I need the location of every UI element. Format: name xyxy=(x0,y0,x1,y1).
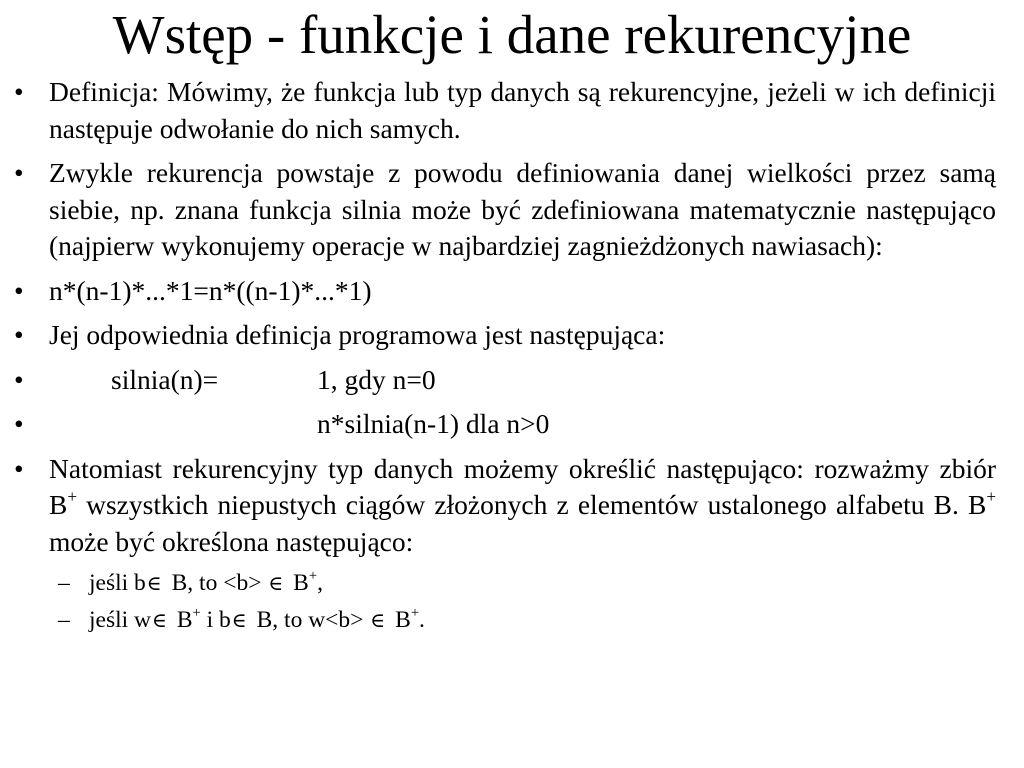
bullet-item-recursive-type xyxy=(14,451,996,561)
bullet-icon: • xyxy=(14,363,24,395)
bullet-item-program-definition xyxy=(14,317,996,354)
bullet-text: Zwykle rekurencja powstaje z powodu definiowania danej wielkości przez samą siebie, np. znana funkcja silnia może być zdefiniowana matematycznie następująco (najpierw wykonujemy operacje w najbardziej zagnieżdżonych nawiasach): xyxy=(49,157,996,261)
sub-text-part: B xyxy=(287,570,309,596)
superscript-plus: + xyxy=(67,487,77,507)
bullet-icon: • xyxy=(14,408,24,439)
sub-text-part: B xyxy=(170,607,193,633)
bullet-text: Definicja: Mówimy, że funkcja lub typ danych są rekurencyjne, jeżeli w ich definicji następuje odwołanie do nich samych. xyxy=(49,76,996,144)
element-of-icon: ∈ xyxy=(268,571,284,595)
bullet-item-silnia-case-positive xyxy=(14,406,996,443)
element-of-icon: ∈ xyxy=(231,608,247,632)
bullet-text-part: może być określona następująco: xyxy=(49,525,414,557)
dash-icon: – xyxy=(58,607,70,633)
bullet-icon: • xyxy=(14,76,24,107)
bullet-item-silnia-case-zero xyxy=(14,362,996,399)
bullet-text-part: wszystkich niepustych ciągów złożonych z elementów ustalonego alfabetu B. B xyxy=(76,489,987,520)
sub-text-part: , xyxy=(317,570,323,596)
element-of-icon: ∈ xyxy=(146,571,162,595)
sub-text-part: jeśli w xyxy=(89,607,152,633)
sub-text-part: B xyxy=(389,607,411,633)
bullet-icon: • xyxy=(14,452,24,484)
superscript-plus: + xyxy=(308,567,318,584)
bullet-text: n*(n-1)*...*1=n*((n-1)*...*1) xyxy=(49,274,372,306)
sub-text-part: B, to w<b> xyxy=(250,607,370,633)
sub-item-rule-1 xyxy=(14,568,996,599)
sub-text-part: i b xyxy=(200,607,231,633)
slide-body xyxy=(14,74,996,642)
superscript-plus: + xyxy=(192,604,201,621)
sub-text-part: B, to <b> xyxy=(165,570,268,596)
superscript-plus: + xyxy=(410,604,420,621)
silnia-label: silnia(n)= xyxy=(111,363,219,395)
bullet-item-definition xyxy=(14,74,996,147)
element-of-icon: ∈ xyxy=(370,608,386,632)
sub-text-part: jeśli b xyxy=(89,570,146,596)
bullet-item-factorial-formula xyxy=(14,273,996,310)
bullet-text: Jej odpowiednia definicja programowa jest następująca: xyxy=(49,319,666,350)
bullet-icon: • xyxy=(14,274,24,306)
bullet-text-part: Natomiast rekurencyjny typ danych możemy określić następująco: rozważmy zbiór B xyxy=(49,452,996,520)
superscript-plus: + xyxy=(986,487,996,507)
sub-item-rule-2 xyxy=(14,605,996,636)
silnia-case-positive: n*silnia(n-1) dla n>0 xyxy=(317,408,550,439)
bullet-icon: • xyxy=(14,157,24,188)
silnia-case-zero: 1, gdy n=0 xyxy=(317,363,436,395)
bullet-icon: • xyxy=(14,319,24,350)
bullet-item-recursion-origin xyxy=(14,155,996,265)
element-of-icon: ∈ xyxy=(152,608,167,632)
slide-title: Wstęp - funkcje i dane rekurencyjne xyxy=(112,4,912,65)
dash-icon: – xyxy=(58,570,70,596)
sub-text-part: . xyxy=(419,607,425,633)
